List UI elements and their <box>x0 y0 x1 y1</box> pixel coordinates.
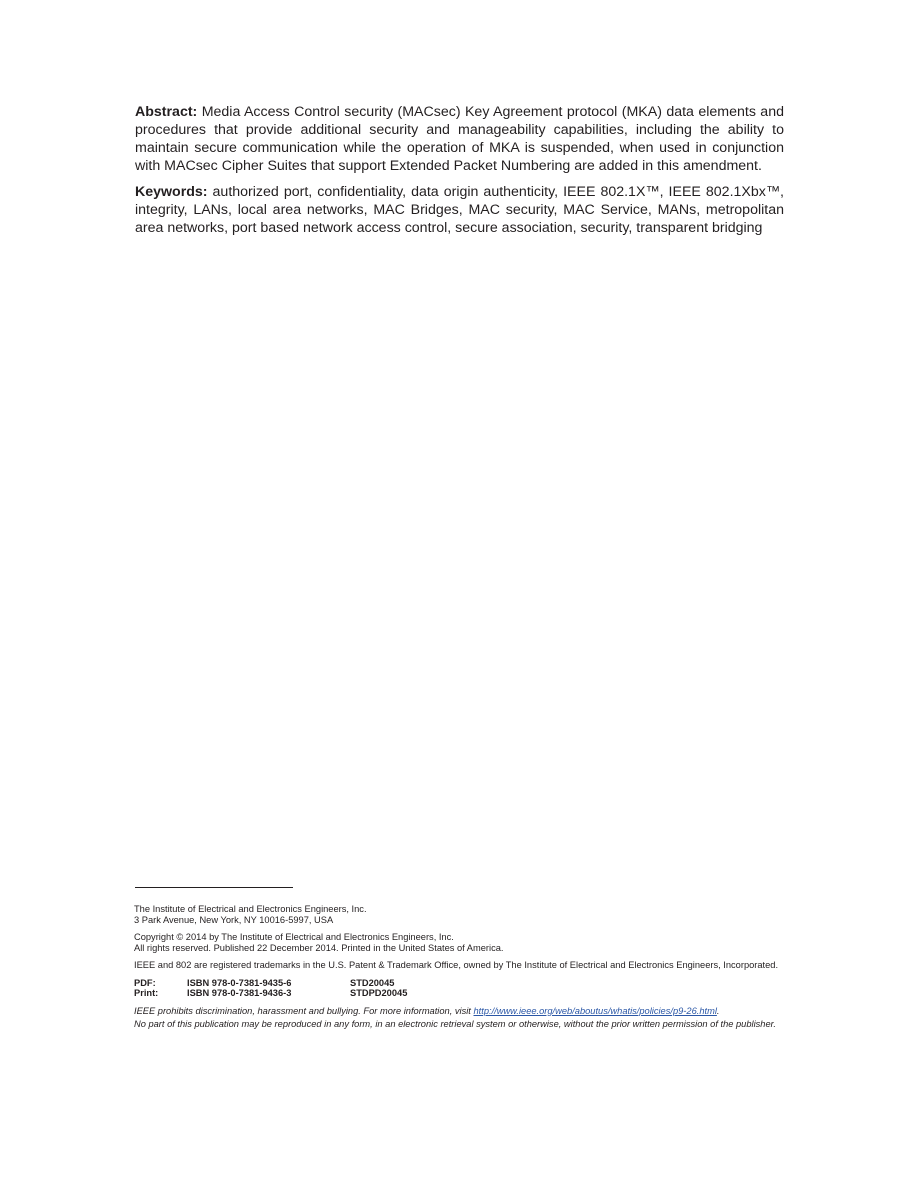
abstract-text: Media Access Control security (MACsec) Key Agreement protocol (MKA) data elements and procedures that provide additional security and manageability capabilities, including the ability to maintain secure communication while the operation of MKA is suspended, when used in conjunction with MACsec Cipher Suites that support Extended Packet Numbering are added in this amendment. <box>135 104 784 174</box>
isbn-format: PDF: <box>134 977 156 988</box>
publication-footer <box>134 904 786 1031</box>
isbn-number: ISBN 978-0-7381-9435-6 <box>187 977 292 988</box>
keywords-paragraph <box>135 183 784 237</box>
isbn-format: Print: <box>134 988 159 998</box>
abstract-label: Abstract: <box>135 104 198 120</box>
publisher-address: 3 Park Avenue, New York, NY 10016-5997, USA <box>134 914 334 925</box>
publisher-name: The Institute of Electrical and Electronics Engineers, Inc. <box>134 904 367 914</box>
notice-period: . <box>716 1005 720 1016</box>
keywords-label: Keywords: <box>135 184 208 200</box>
isbn-row <box>134 978 407 989</box>
legal-notice <box>134 1005 786 1032</box>
reproduction-notice: No part of this publication may be reproduced in any form, in an electronic retrieval system or otherwise, without the prior written permission of the publisher. <box>134 1018 776 1029</box>
keywords-text: authorized port, confidentiality, data origin authenticity, IEEE 802.1X™, IEEE 802.1Xbx™, integrity, LANs, local area networks, MAC Bridges, MAC security, MAC Service, MANs, metropolitan area networks, port based network access control, secure association, security, transparent bridging <box>135 184 784 236</box>
isbn-row <box>134 988 407 999</box>
isbn-number: ISBN 978-0-7381-9436-3 <box>187 988 292 998</box>
copyright-info <box>134 932 786 953</box>
isbn-code: STDPD20045 <box>350 988 408 998</box>
copyright-line: Copyright © 2014 by The Institute of Electrical and Electronics Engineers, Inc. <box>134 932 454 942</box>
policy-link[interactable]: http://www.ieee.org/web/aboutus/whatis/policies/p9-26.html <box>473 1005 717 1016</box>
isbn-code: STD20045 <box>350 977 395 988</box>
rights-line: All rights reserved. Published 22 December 2014. Printed in the United States of America. <box>134 942 504 953</box>
isbn-table <box>134 978 407 999</box>
discrimination-notice: IEEE prohibits discrimination, harassment and bullying. For more information, visit <box>134 1005 474 1016</box>
publisher-info <box>134 904 786 925</box>
trademark-notice: IEEE and 802 are registered trademarks in the U.S. Patent & Trademark Office, owned by The Institute of Electrical and Electronics Engineers, Incorporated. <box>134 960 779 970</box>
abstract-paragraph <box>135 103 784 175</box>
abstract-section <box>135 103 784 237</box>
footnote-divider <box>135 887 293 888</box>
